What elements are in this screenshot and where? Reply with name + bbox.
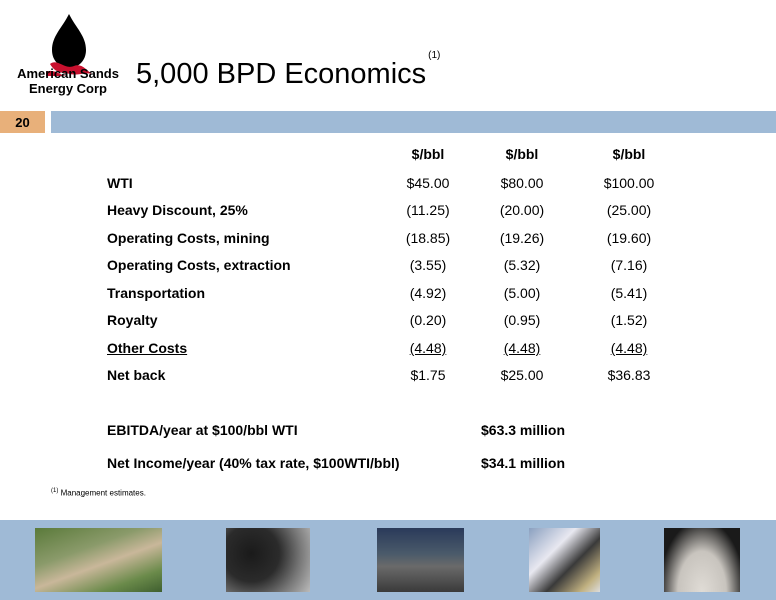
- header-bar: [51, 111, 776, 133]
- row-label: Transportation: [107, 285, 206, 301]
- table-row: [0, 367, 776, 387]
- row-label: Operating Costs, mining: [107, 230, 270, 246]
- cell-value: (4.48): [503, 340, 541, 356]
- row-label: Heavy Discount, 25%: [107, 202, 248, 218]
- row-label: Net back: [107, 367, 166, 383]
- row-label: Royalty: [107, 312, 158, 328]
- extraction-plant-photo: [377, 528, 464, 592]
- oil-sand-photo: [226, 528, 310, 592]
- column-header: $/bbl: [612, 146, 646, 162]
- summary-value: $63.3 million: [481, 422, 566, 438]
- page-number: 20: [0, 111, 45, 133]
- table-row: [0, 312, 776, 332]
- row-label: WTI: [107, 175, 133, 191]
- cell-value: $100.00: [603, 175, 655, 191]
- cell-value: (5.32): [503, 257, 541, 273]
- cell-value: (1.52): [610, 312, 648, 328]
- clean-sand-photo: [664, 528, 740, 592]
- column-header: $/bbl: [505, 146, 539, 162]
- footnote-marker: (1): [51, 488, 59, 494]
- cell-value: (25.00): [606, 202, 652, 218]
- summary-label: Net Income/year (40% tax rate, $100WTI/bbl): [107, 455, 400, 471]
- title-footnote-marker: (1): [428, 50, 441, 62]
- cell-value: (5.00): [503, 285, 541, 301]
- summary-row-ebitda: [0, 422, 776, 442]
- table-row: [0, 202, 776, 222]
- footnote-text: Management estimates.: [60, 488, 146, 498]
- table-row: [0, 257, 776, 277]
- cell-value: $36.83: [607, 367, 651, 383]
- cell-value: (0.95): [503, 312, 541, 328]
- company-logo: [14, 14, 122, 100]
- company-name-line1: American Sands: [17, 66, 119, 81]
- table-row: [0, 230, 776, 250]
- cell-value: (19.26): [499, 230, 545, 246]
- company-name: [14, 66, 122, 96]
- cell-value: (20.00): [499, 202, 545, 218]
- cell-value: (18.85): [405, 230, 451, 246]
- cell-value: (11.25): [406, 202, 450, 218]
- row-label: Operating Costs, extraction: [107, 257, 291, 273]
- mine-site-photo: [35, 528, 162, 592]
- cell-value: (4.92): [409, 285, 447, 301]
- table-row: [0, 285, 776, 305]
- table-row: [0, 175, 776, 195]
- cell-value: $45.00: [406, 175, 450, 191]
- row-label: Other Costs: [107, 340, 188, 356]
- company-name-line2: Energy Corp: [28, 81, 107, 96]
- cell-value: (7.16): [610, 257, 648, 273]
- cell-value: (3.55): [409, 257, 447, 273]
- column-header: $/bbl: [411, 146, 445, 162]
- cell-value: $25.00: [500, 367, 544, 383]
- summary-label: EBITDA/year at $100/bbl WTI: [107, 422, 298, 438]
- cell-value: (4.48): [409, 340, 447, 356]
- table-row: [0, 340, 776, 360]
- cell-value: $1.75: [410, 367, 446, 383]
- slide-title: [136, 50, 441, 91]
- summary-value: $34.1 million: [481, 455, 566, 471]
- summary-row-net-income: [0, 455, 776, 475]
- cell-value: (19.60): [606, 230, 652, 246]
- cell-value: $80.00: [500, 175, 544, 191]
- lab-workers-photo: [529, 528, 600, 592]
- cell-value: (0.20): [409, 312, 447, 328]
- slide-title-text: 5,000 BPD Economics: [136, 58, 427, 90]
- table-header-row: [0, 146, 776, 166]
- cell-value: (4.48): [610, 340, 648, 356]
- footnote: [51, 488, 146, 498]
- cell-value: (5.41): [610, 285, 648, 301]
